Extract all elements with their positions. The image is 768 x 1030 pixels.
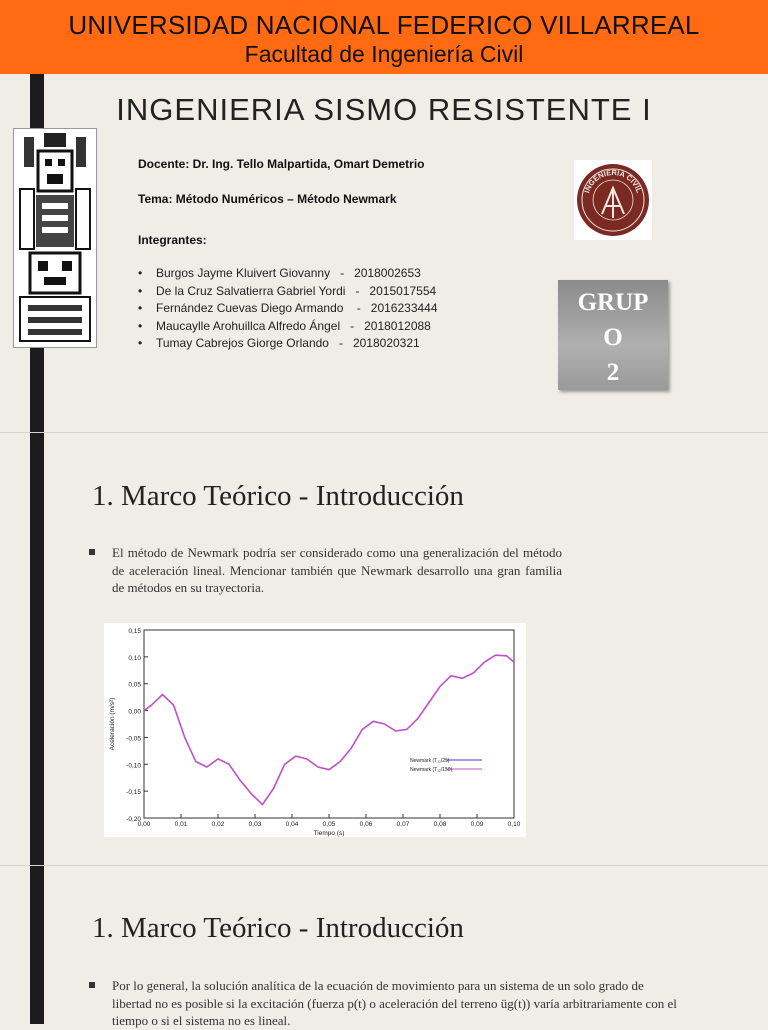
x-tick-label: 0,00 <box>137 821 151 828</box>
group-badge-line: GRUP <box>577 289 649 316</box>
y-tick-label: 0,10 <box>128 654 141 662</box>
list-item: • De la Cruz Salvatierra Gabriel Yordi - 2015017554 <box>138 283 437 298</box>
legend-label: Newmark (T₁₂/150) <box>410 767 453 773</box>
y-tick-label: -0,05 <box>126 735 141 743</box>
y-tick-label: -0,10 <box>126 762 141 770</box>
university-name: UNIVERSIDAD NACIONAL FEDERICO VILLARREAL <box>68 10 700 40</box>
y-tick-label: 0,15 <box>128 628 141 635</box>
y-axis-label: Aceleración (m/s²) <box>109 697 116 751</box>
group-badge-line: 2 <box>606 359 620 386</box>
x-tick-label: 0,08 <box>433 821 447 828</box>
bullet-square <box>89 982 95 988</box>
x-tick-label: 0,05 <box>322 821 336 828</box>
bullet-square <box>89 549 95 555</box>
y-tick-label: 0,05 <box>128 681 141 689</box>
left-accent-bar <box>30 866 44 1024</box>
y-tick-label: -0,20 <box>126 816 141 823</box>
y-tick-label: -0,15 <box>126 789 141 797</box>
course-title: INGENIERIA SISMO RESISTENTE I <box>116 92 652 127</box>
group-badge-line: O <box>603 324 623 351</box>
legend-label: Newmark (T₁₂/25) <box>410 758 450 764</box>
left-accent-bar <box>30 433 44 865</box>
list-item: • Fernández Cuevas Diego Armando - 2016233444 <box>138 301 438 315</box>
slide-title: 1. Marco Teórico - Introducción <box>92 912 464 944</box>
x-tick-label: 0,04 <box>285 821 299 828</box>
x-tick-label: 0,01 <box>174 821 188 828</box>
list-item: • Burgos Jayme Kluivert Giovanny - 2018002653 <box>138 266 421 280</box>
totem-icon <box>14 129 96 347</box>
svg-text:INGENIERIA CIVIL: INGENIERIA CIVIL <box>582 167 644 195</box>
acceleration-chart <box>104 623 526 837</box>
intro-paragraph: El método de Newmark podría ser considerado como una generalización del método de aceleración lineal. Mencionar también que Newmark desarrollo una gran familia de métodos en su trayectoria. <box>112 545 562 595</box>
slide-title: 1. Marco Teórico - Introducción <box>92 480 464 512</box>
tema-text: Tema: Método Numéricos – Método Newmark <box>138 192 397 206</box>
plot-frame <box>144 630 514 818</box>
university-header <box>0 0 768 74</box>
y-tick-label: 0,00 <box>128 708 141 716</box>
x-tick-label: 0,02 <box>211 821 225 828</box>
group-badge <box>558 280 668 390</box>
x-tick-label: 0,10 <box>507 821 521 828</box>
x-tick-label: 0,06 <box>359 821 373 828</box>
seal-icon <box>574 160 652 240</box>
members-list <box>138 266 438 354</box>
docente-text: Docente: Dr. Ing. Tello Malpartida, Omart Demetrio <box>138 157 425 171</box>
intro-paragraph-2: Por lo general, la solución analítica de la ecuación de movimiento para un sistema de un solo grado de libertad no es posible si la excitación (fuerza p(t) o aceleración del terreno üg(t)) varía arbitrariamente con el tiempo o si el sistema no es lineal. <box>112 978 677 1028</box>
faculty-logo <box>574 160 652 240</box>
series-line <box>144 655 514 804</box>
integrantes-label: Integrantes: <box>138 233 207 247</box>
x-tick-label: 0,03 <box>248 821 262 828</box>
totem-image <box>13 128 97 348</box>
chart-svg <box>104 623 526 837</box>
title-slide <box>0 0 768 432</box>
x-tick-label: 0,07 <box>396 821 410 828</box>
list-item: • Tumay Cabrejos Giorge Orlando - 2018020321 <box>138 336 420 350</box>
faculty-name: Facultad de Ingeniería Civil <box>244 41 524 67</box>
x-tick-label: 0,09 <box>470 821 484 828</box>
x-axis-label: Tiempo (s) <box>313 830 345 837</box>
list-item: • Maucaylle Arohuillca Alfredo Ángel - 2018012088 <box>138 318 431 333</box>
